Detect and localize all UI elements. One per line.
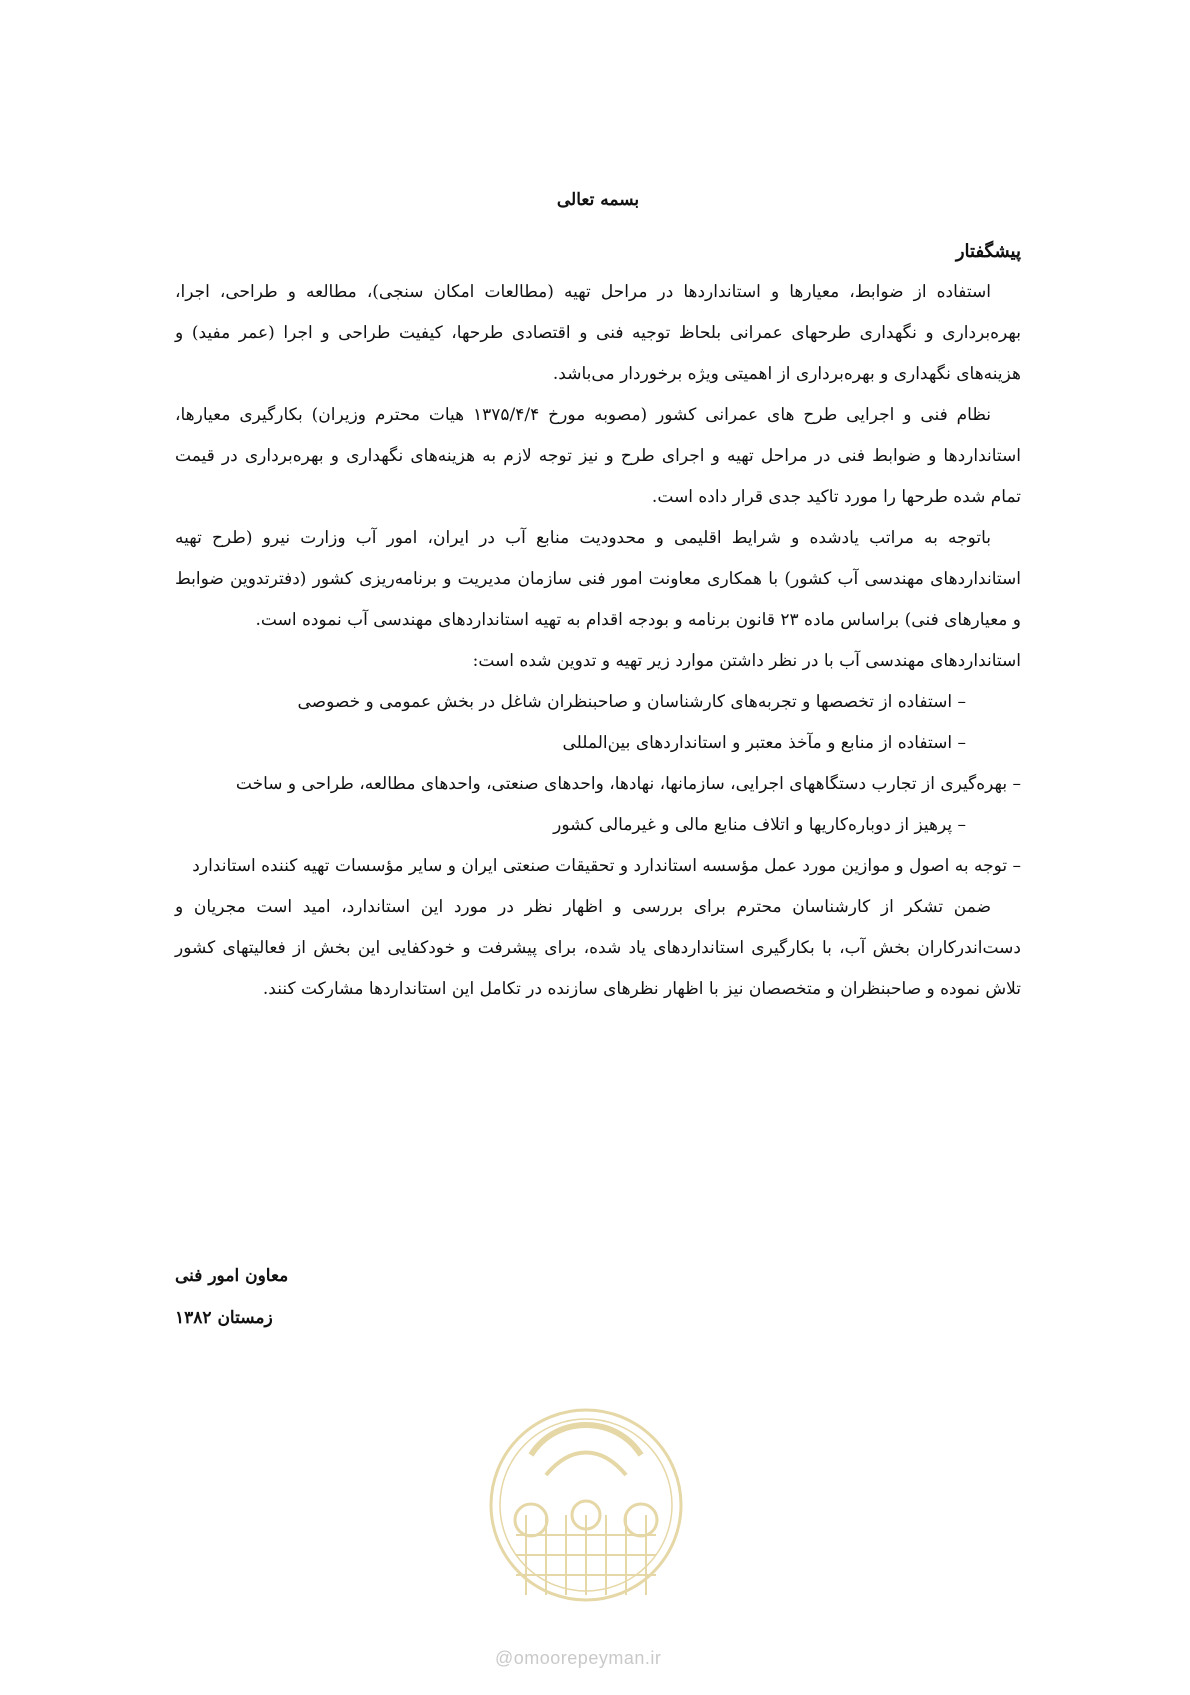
list-item: – بهره‌گیری از تجارب دستگاههای اجرایی، سازمانها، نهادها، واحدهای صنعتی، واحدهای مطالعه، طراحی و ساخت — [235, 774, 1021, 794]
preface-heading: پیشگفتار — [955, 241, 1021, 262]
paragraph-3: باتوجه به مراتب یادشده و شرایط اقلیمی و محدودیت منابع آب در ایران، امور آب وزارت نیرو (طرح تهیه استانداردهای مهندسی آب کشور) با همکاری معاونت امور فنی سازمان مدیریت و برنامه‌ریزی کشور (دفترتدوین ضوابط و معیارهای فنی) براساس ماده ۲۳ قانون برنامه و بودجه اقدام به تهیه استانداردهای مهندسی آب نموده است. — [175, 528, 1021, 630]
watermark-site: @omoorepeyman.ir — [495, 1648, 662, 1668]
list-item: – توجه به اصول و موازین مورد عمل مؤسسه استاندارد و تحقیقات صنعتی ایران و سایر مؤسسات تهیه کننده استاندارد — [192, 856, 1021, 876]
list-item: – پرهیز از دوباره‌کاریها و اتلاف منابع مالی و غیرمالی کشور — [553, 815, 966, 835]
document-body — [175, 180, 1021, 1010]
signature-title: معاون امور فنی — [175, 1266, 289, 1286]
bismillah: بسمه تعالی — [556, 190, 640, 210]
list-item: – استفاده از منابع و مآخذ معتبر و استانداردهای بین‌المللی — [562, 733, 966, 753]
paragraph-2: نظام فنی و اجرایی طرح های عمرانی کشور (مصوبه مورخ ۱۳۷۵/۴/۴ هیات محترم وزیران) بکارگیری معیارها، استانداردها و ضوابط فنی در مراحل تهیه و اجرای طرح و نیز توجه لازم به هزینه‌های نگهداری و بهره‌برداری در قیمت تمام شده طرحها را مورد تاکید جدی قرار داده است. — [175, 405, 1021, 507]
list-intro: استانداردهای مهندسی آب با در نظر داشتن موارد زیر تهیه و تدوین شده است: — [472, 651, 1021, 671]
paragraph-1: استفاده از ضوابط، معیارها و استانداردها در مراحل تهیه (مطالعات امکان سنجی)، مطالعه و طراحی، اجرا، بهره‌برداری و نگهداری طرحهای عمرانی بلحاظ توجیه فنی و اقتصادی طرحها، کیفیت طراحی و اجرا (عمر مفید) و هزینه‌های نگهداری و بهره‌برداری از اهمیتی ویژه برخوردار می‌باشد. — [175, 282, 1021, 384]
list-item: – استفاده از تخصصها و تجربه‌های کارشناسان و صاحبنظران شاغل در بخش عمومی و خصوصی — [297, 692, 966, 712]
closing-paragraph: ضمن تشکر از کارشناسان محترم برای بررسی و اظهار نظر در مورد این استاندارد، امید است مجریان و دست‌اندرکاران بخش آب، با بکارگیری استانداردهای یاد شده، برای پیشرفت و خودکفایی این بخش از فعالیتهای کشور تلاش نموده و صاحبنظران و متخصصان نیز با اظهار نظرهای سازنده در تکامل این استانداردها مشارکت کنند. — [175, 897, 1021, 999]
signature-block — [175, 1255, 1021, 1339]
bullet-list — [175, 682, 1021, 887]
signature-date: زمستان ۱۳۸۲ — [175, 1308, 273, 1328]
